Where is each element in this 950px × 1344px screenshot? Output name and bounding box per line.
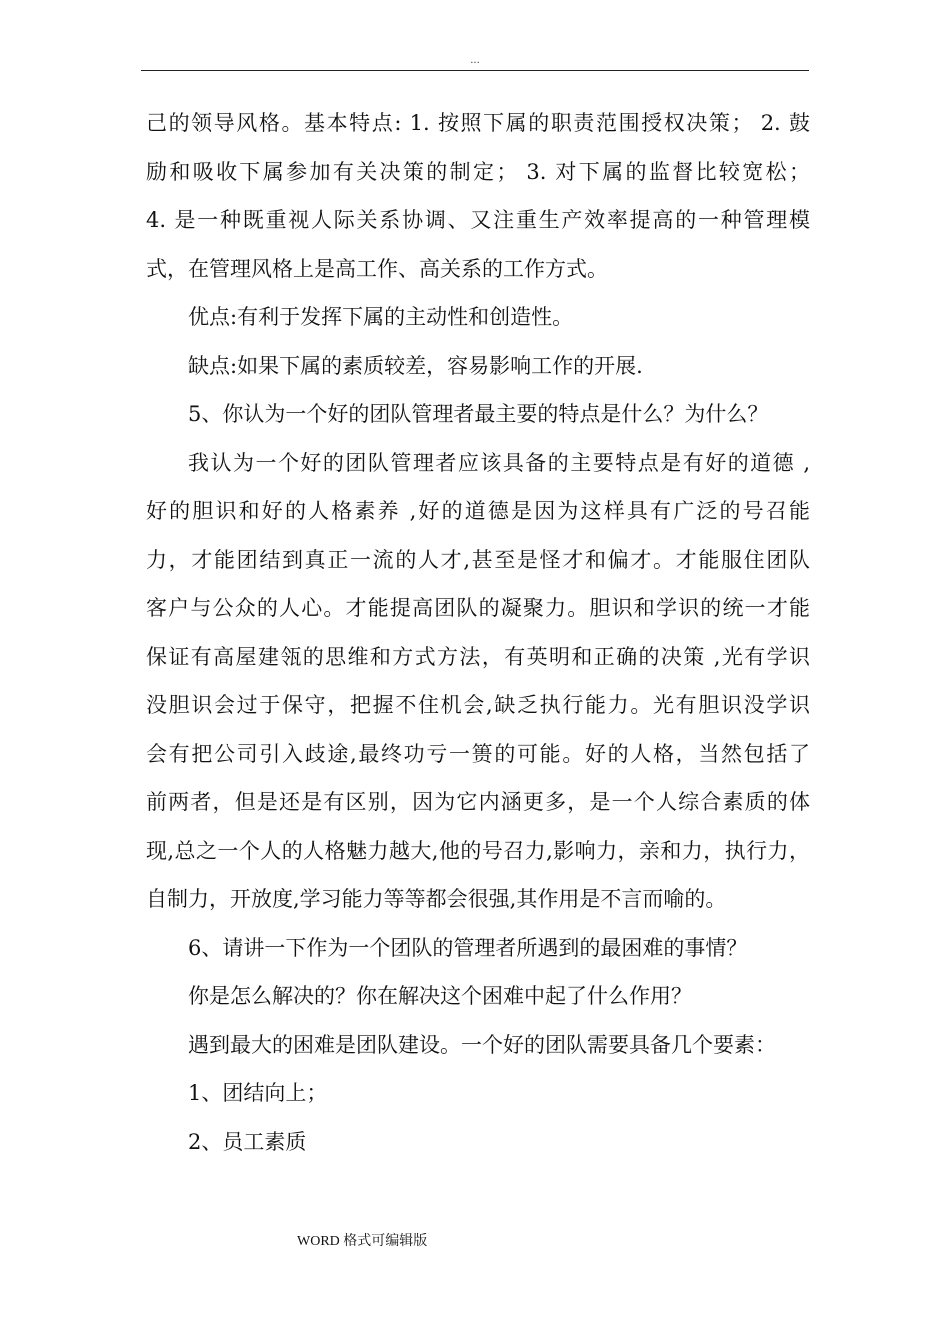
text-line: 会有把公司引入歧途,最终功亏一篑的可能。好的人格，当然包括了 bbox=[146, 741, 810, 766]
text-line: 力，才能团结到真正一流的人才,甚至是怪才和偏才。才能服住团队 bbox=[146, 547, 810, 572]
question-heading: 6、请讲一下作为一个团队的管理者所遇到的最困难的事情？ bbox=[188, 935, 748, 960]
header-mark: ... bbox=[470, 55, 480, 66]
header-rule bbox=[141, 70, 809, 71]
text-line: 优点:有利于发挥下属的主动性和创造性。 bbox=[188, 305, 574, 329]
question-subheading: 你是怎么解决的？你在解决这个困难中起了什么作用？ bbox=[188, 984, 692, 1008]
text-line: 式，在管理风格上是高工作、高关系的工作方式。 bbox=[146, 256, 608, 281]
text-line: 保证有高屋建瓴的思维和方式方法，有英明和正确的决策 ,光有学识 bbox=[146, 644, 810, 669]
question-heading: 5、你认为一个好的团队管理者最主要的特点是什么？为什么？ bbox=[188, 402, 769, 426]
text-line: 客户与公众的人心。才能提高团队的凝聚力。胆识和学识的统一才能 bbox=[146, 596, 810, 620]
text-line: 励和吸收下属参加有关决策的制定； 3. 对下属的监督比较宽松； bbox=[146, 159, 810, 184]
text-line: 好的胆识和好的人格素养 ,好的道德是因为这样具有广泛的号召能 bbox=[146, 499, 810, 523]
text-line: 前两者，但是还是有区别，因为它内涵更多，是一个人综合素质的体 bbox=[146, 790, 810, 814]
text-line: 没胆识会过于保守，把握不住机会,缺乏执行能力。光有胆识没学识 bbox=[146, 693, 810, 717]
text-line: 现,总之一个人的人格魅力越大,他的号召力,影响力，亲和力，执行力， bbox=[146, 838, 810, 863]
text-line: 遇到最大的困难是团队建设。一个好的团队需要具备几个要素： bbox=[188, 1032, 776, 1057]
document-body bbox=[146, 99, 810, 1166]
text-line: 4. 是一种既重视人际关系协调、又注重生产效率提高的一种管理模 bbox=[146, 208, 810, 232]
footer-label: WORD 格式可编辑版 bbox=[297, 1234, 428, 1249]
text-line: 自制力，开放度,学习能力等等都会很强,其作用是不言而喻的。 bbox=[146, 887, 727, 911]
text-line: 己的领导风格。基本特点: 1. 按照下属的职责范围授权决策； 2. 鼓 bbox=[146, 111, 810, 135]
text-line: 我认为一个好的团队管理者应该具备的主要特点是有好的道德 , bbox=[188, 450, 810, 475]
text-line: 缺点:如果下属的素质较差，容易影响工作的开展. bbox=[188, 353, 643, 378]
list-item: 1、团结向上； bbox=[188, 1081, 328, 1105]
list-item: 2、员工素质 bbox=[188, 1129, 307, 1154]
